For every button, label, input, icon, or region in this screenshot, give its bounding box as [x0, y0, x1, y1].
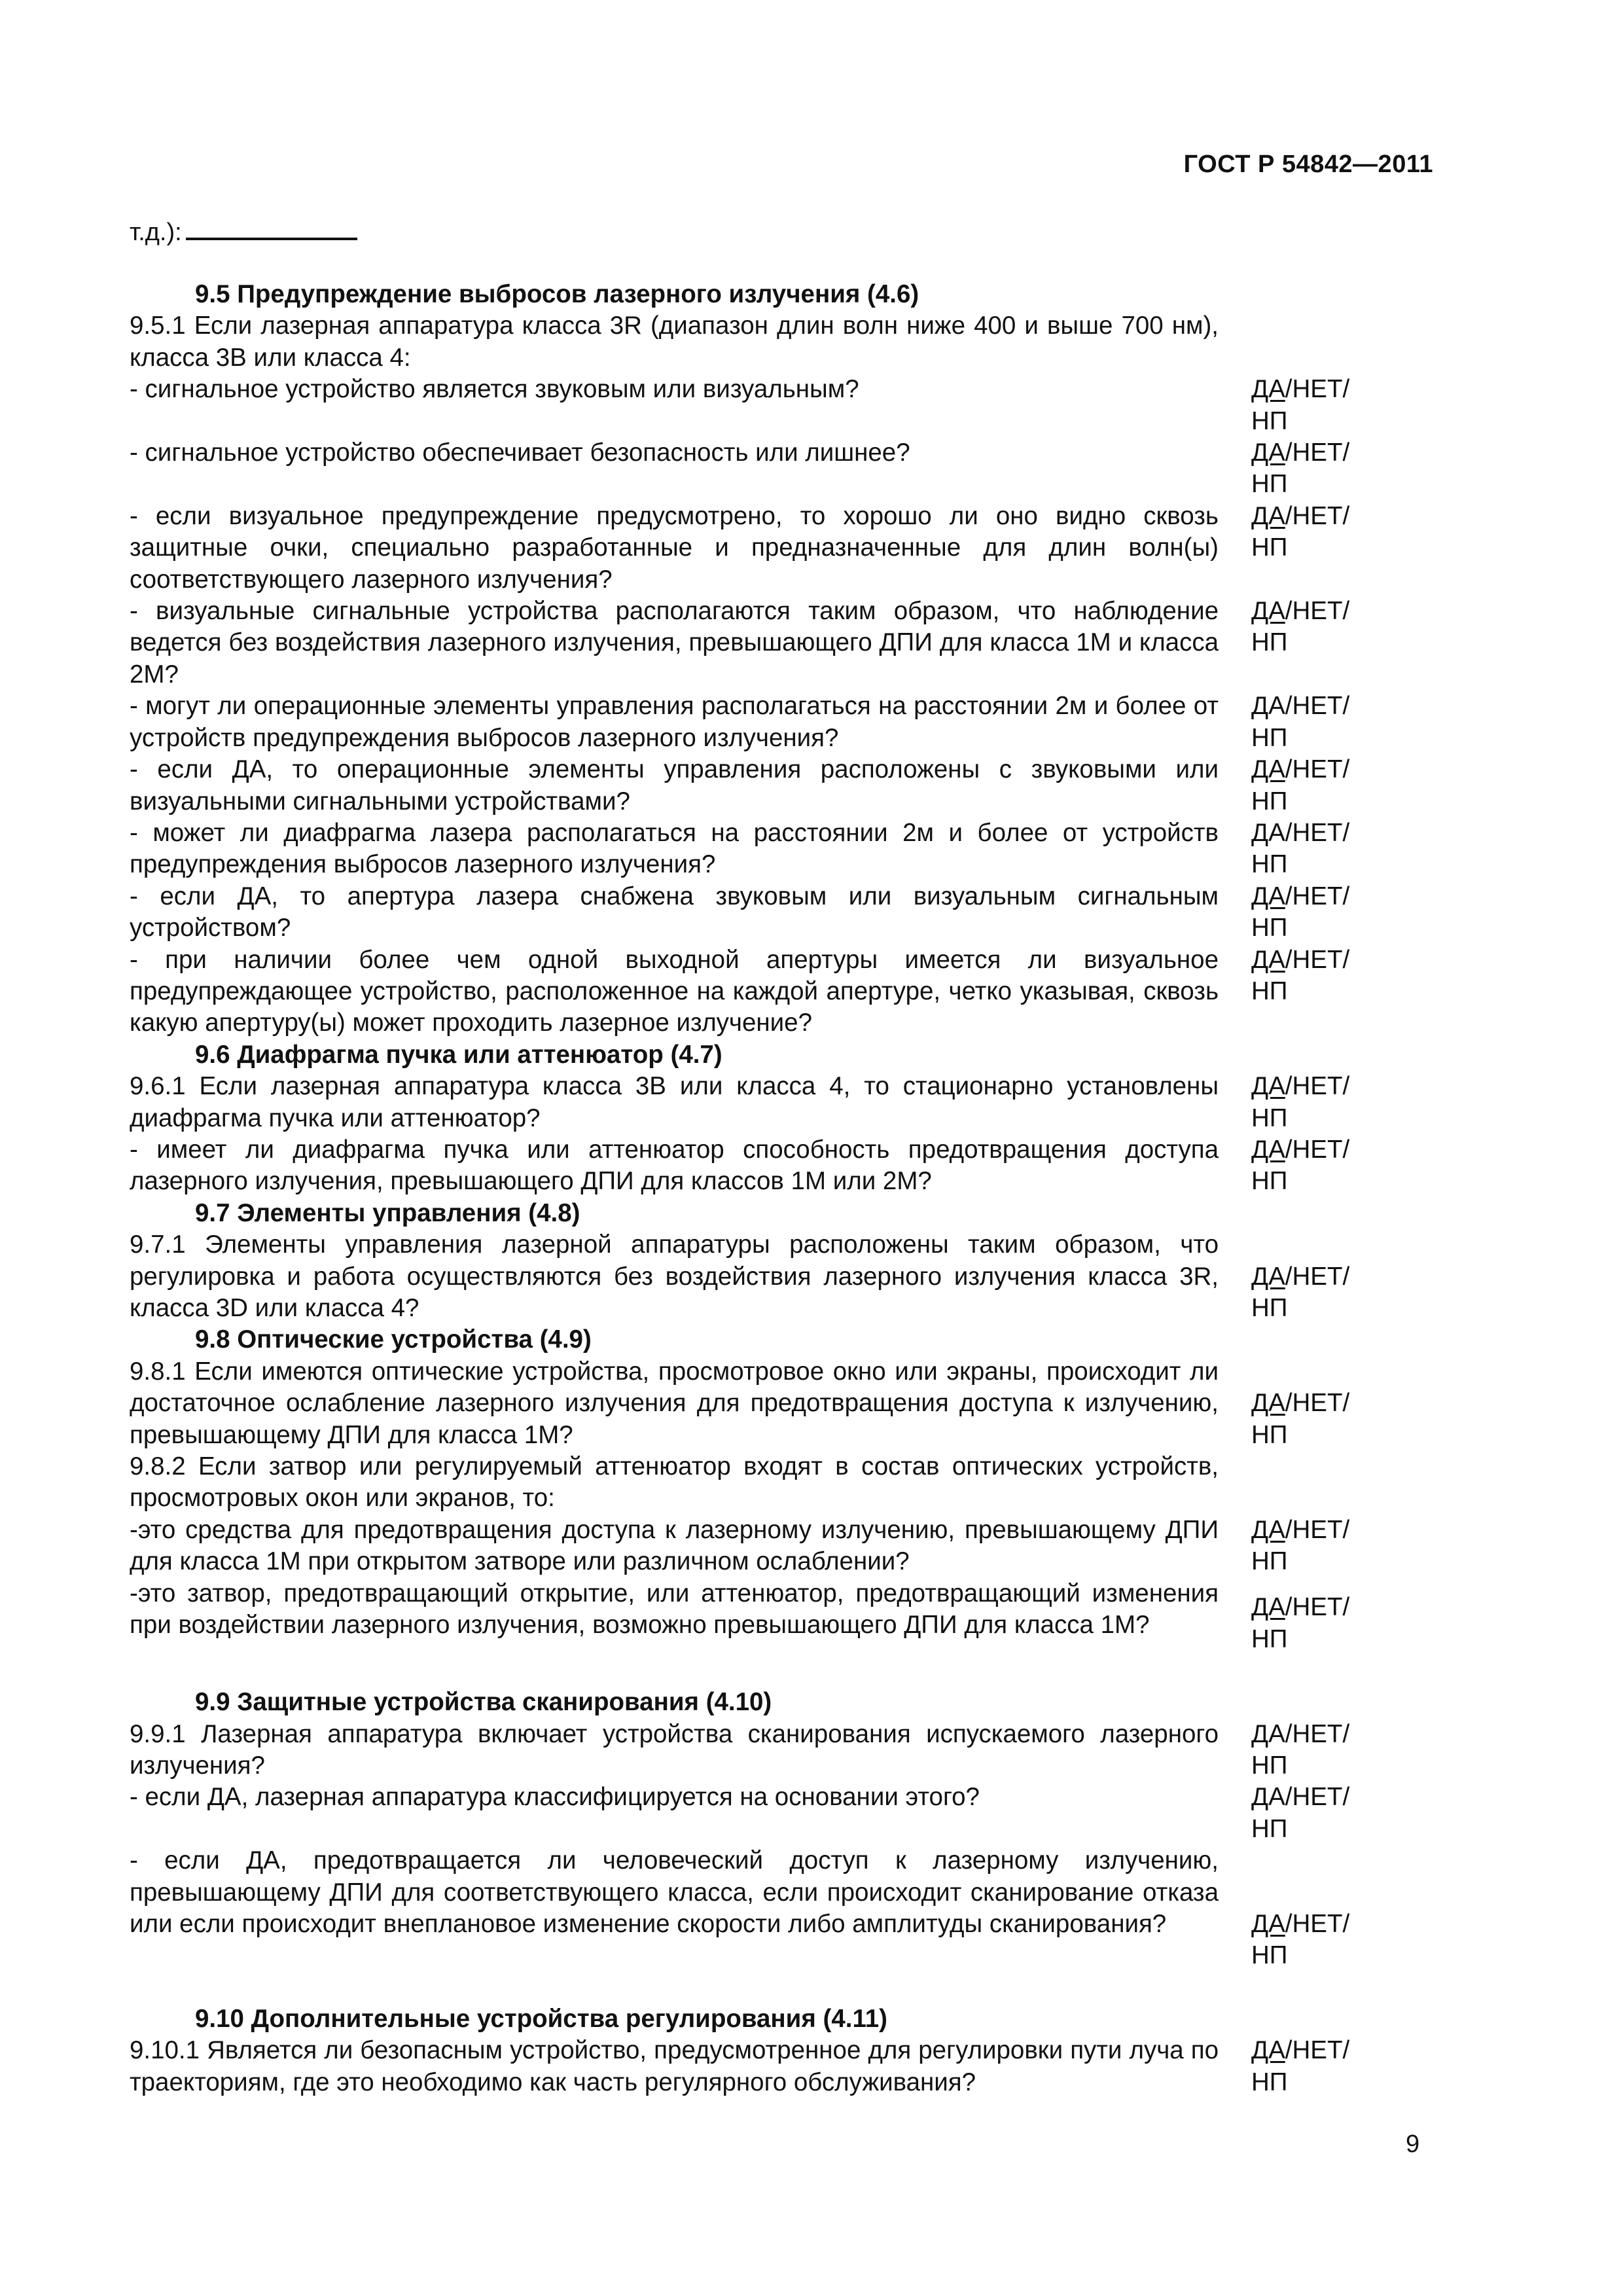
checklist-item	[130, 1071, 1406, 1134]
section-spacer	[130, 1972, 1406, 2003]
answer-options[interactable]	[1251, 596, 1374, 659]
fill-in-label: т.д.):	[130, 219, 182, 246]
answer-options[interactable]	[1251, 1909, 1374, 1972]
checklist-item	[130, 881, 1406, 944]
answer-no-na: /НЕТ/ НП	[1251, 755, 1350, 816]
section-heading: 9.6 Диафрагма пучка или аттенюатор (4.7)	[195, 1040, 722, 1069]
answer-options[interactable]	[1251, 754, 1374, 817]
question-text: 9.10.1 Является ли безопасным устройство, предусмотренное для регулировки пути луча по траекториям, где это необходимо как часть регулярного обслуживания?	[130, 2036, 1219, 2096]
answer-yes-underlined: ДА	[1251, 597, 1285, 626]
answer-yes-underlined: ДА	[1251, 375, 1285, 404]
section-heading: 9.9 Защитные устройства сканирования (4.10)	[195, 1688, 772, 1717]
checklist-item	[130, 1578, 1406, 1656]
fill-in-blank[interactable]	[186, 218, 357, 240]
section-heading: 9.7 Элементы управления (4.8)	[195, 1198, 580, 1227]
standard-header: ГОСТ Р 54842—2011	[1183, 151, 1433, 178]
question-text: - визуальные сигнальные устройства располагаются таким образом, что наблюдение ведется без воздействия лазерного излучения, превышающего ДПИ для класса 1М и класса 2М?	[130, 597, 1219, 689]
checklist-item	[130, 501, 1406, 596]
answer-no-na: /НЕТ/ НП	[1251, 2036, 1350, 2096]
checklist-item	[130, 310, 1406, 374]
checklist-item	[130, 1845, 1406, 1972]
answer-no-na: /НЕТ/ НП	[1251, 1135, 1350, 1196]
checklist-content	[130, 279, 1406, 2098]
fill-in-line	[130, 218, 357, 247]
answer-yes-underlined: ДА	[1251, 1515, 1285, 1544]
answer-yes-underlined: ДА	[1251, 1593, 1285, 1622]
question-text: - если визуальное предупреждение предусмотрено, то хорошо ли оно видно сквозь защитные очки, специально разработанные и предназначенные для длин волн(ы) соответствующего лазерного излучения?	[130, 501, 1219, 594]
question-text: - если ДА, то операционные элементы управления расположены с звуковыми или визуальными сигнальными устройствами?	[130, 755, 1219, 816]
answer-options[interactable]	[1251, 817, 1374, 881]
answer-yes-underlined: ДА	[1251, 945, 1285, 974]
question-text: - при наличии более чем одной выходной апертуры имеется ли визуальное предупреждающее устройство, расположенное на каждой апертуре, четко указывая, сквозь какую апертуру(ы) может проходить лазерное излучение?	[130, 945, 1219, 1037]
question-text: - сигнальное устройство является звуковым или визуальным?	[130, 375, 859, 404]
question-text: - сигнальное устройство обеспечивает безопасность или лишнее?	[130, 439, 910, 467]
answer-no-na: /НЕТ/ НП	[1251, 501, 1350, 562]
question-text: 9.7.1 Элементы управления лазерной аппаратуры расположены таким образом, что регулировка и работа осуществляются без воздействия лазерного излучения класса 3R, класса 3D или класса 4?	[130, 1230, 1219, 1322]
answer-all-options: ДА/НЕТ/ НП	[1251, 818, 1350, 879]
checklist-item	[130, 1782, 1406, 1845]
answer-options[interactable]	[1251, 881, 1374, 944]
answer-options[interactable]	[1251, 374, 1374, 437]
answer-no-na: /НЕТ/ НП	[1251, 1593, 1350, 1653]
answer-options[interactable]	[1251, 1261, 1374, 1325]
checklist-item	[130, 754, 1406, 817]
answer-yes-underlined: ДА	[1251, 1389, 1285, 1418]
answer-options[interactable]	[1251, 2035, 1374, 2098]
question-text: 9.5.1 Если лазерная аппаратура класса 3R (диапазон длин волн ниже 400 и выше 700 нм), класса 3В или класса 4:	[130, 312, 1219, 372]
answer-options[interactable]	[1251, 944, 1374, 1008]
checklist-item	[130, 596, 1406, 691]
answer-no-na: /НЕТ/ НП	[1251, 439, 1350, 499]
answer-yes-underlined: ДА	[1251, 1135, 1285, 1164]
checklist-item	[130, 1719, 1406, 1782]
answer-options[interactable]	[1251, 501, 1374, 564]
answer-options[interactable]	[1251, 1782, 1374, 1845]
answer-yes-underlined: ДА	[1251, 439, 1285, 467]
answer-options[interactable]	[1251, 437, 1374, 501]
answer-no-na: /НЕТ/ НП	[1251, 882, 1350, 942]
answer-yes-underlined: ДА	[1251, 1072, 1285, 1101]
answer-options[interactable]	[1251, 1071, 1374, 1134]
checklist-item	[130, 1229, 1406, 1324]
question-text: 9.8.1 Если имеются оптические устройства, просмотровое окно или экраны, происходит ли достаточное ослабление лазерного излучения для предотвращения доступа к излучению, превышающему ДПИ для класса 1М?	[130, 1357, 1219, 1449]
question-text: - если ДА, то апертура лазера снабжена звуковым или визуальным сигнальным устройством?	[130, 882, 1219, 942]
checklist-item	[130, 817, 1406, 881]
answer-options[interactable]	[1251, 1134, 1374, 1198]
answer-options[interactable]	[1251, 691, 1374, 754]
question-text: 9.8.2 Если затвор или регулируемый аттенюатор входят в состав оптических устройств, просмотровых окон или экранов, то:	[130, 1452, 1219, 1513]
question-text: - если ДА, предотвращается ли человеческий доступ к лазерному излучению, превышающему ДПИ для соответствующего класса, если происходит сканирование отказа или если происходит внеплановое изменение скорости либо амплитуды сканирования?	[130, 1846, 1219, 1939]
answer-no-na: /НЕТ/ НП	[1251, 375, 1350, 435]
answer-no-na: /НЕТ/ НП	[1251, 1262, 1350, 1322]
question-text: - имеет ли диафрагма пучка или аттенюатор способность предотвращения доступа лазерного излучения, превышающего ДПИ для классов 1М или 2М?	[130, 1135, 1219, 1196]
question-text: -это затвор, предотвращающий открытие, или аттенюатор, предотвращающий изменения при воздействии лазерного излучения, возможно превышающего ДПИ для класса 1М?	[130, 1579, 1219, 1640]
answer-yes-underlined: ДА	[1251, 501, 1285, 530]
checklist-item	[130, 437, 1406, 501]
answer-options[interactable]	[1251, 1592, 1374, 1655]
question-text: 9.9.1 Лазерная аппаратура включает устройства сканирования испускаемого лазерного излучения?	[130, 1719, 1219, 1780]
section-spacer	[130, 1655, 1406, 1687]
checklist-item	[130, 944, 1406, 1039]
question-text: - могут ли операционные элементы управления располагаться на расстоянии 2м и более от устройств предупреждения выбросов лазерного излучения?	[130, 692, 1219, 752]
question-text: 9.6.1 Если лазерная аппаратура класса 3В или класса 4, то стационарно установлены диафрагма пучка или аттенюатор?	[130, 1072, 1219, 1132]
answer-no-na: /НЕТ/ НП	[1251, 1910, 1350, 1970]
answer-no-na: /НЕТ/ НП	[1251, 945, 1350, 1005]
answer-yes-underlined: ДА	[1251, 882, 1285, 910]
checklist-item	[130, 1451, 1406, 1515]
answer-options[interactable]	[1251, 1515, 1374, 1578]
checklist-item	[130, 374, 1406, 437]
answer-no-na: /НЕТ/ НП	[1251, 1515, 1350, 1576]
section-heading: 9.5 Предупреждение выбросов лазерного излучения (4.6)	[195, 280, 919, 308]
section-heading: 9.10 Дополнительные устройства регулирования (4.11)	[195, 2004, 887, 2033]
question-text: - если ДА, лазерная аппаратура классифицируется на основании этого?	[130, 1783, 980, 1812]
question-text: - может ли диафрагма лазера располагаться на расстоянии 2м и более от устройств предупреждения выбросов лазерного излучения?	[130, 818, 1219, 879]
section-heading: 9.8 Оптические устройства (4.9)	[195, 1325, 592, 1354]
answer-yes-underlined: ДА	[1251, 2036, 1285, 2065]
answer-options[interactable]	[1251, 1719, 1374, 1782]
checklist-item	[130, 1134, 1406, 1198]
answer-all-options: ДА/НЕТ/ НП	[1251, 692, 1350, 752]
question-text: -это средства для предотвращения доступа к лазерному излучению, превышающему ДПИ для класса 1М при открытом затворе или различном ослаблении?	[130, 1515, 1219, 1576]
answer-options[interactable]	[1251, 1388, 1374, 1451]
checklist-item	[130, 1515, 1406, 1578]
answer-no-na: /НЕТ/ НП	[1251, 597, 1350, 657]
page-number: 9	[1406, 2130, 1420, 2158]
answer-yes-underlined: ДА	[1251, 1910, 1285, 1939]
answer-no-na: /НЕТ/ НП	[1251, 1389, 1350, 1449]
checklist-item	[130, 2035, 1406, 2098]
answer-yes-underlined: ДА	[1251, 755, 1285, 784]
answer-all-options: ДА/НЕТ/ НП	[1251, 1783, 1350, 1843]
answer-yes-underlined: ДА	[1251, 1262, 1285, 1291]
answer-no-na: /НЕТ/ НП	[1251, 1072, 1350, 1132]
checklist-item	[130, 691, 1406, 754]
answer-all-options: ДА/НЕТ/ НП	[1251, 1719, 1350, 1780]
checklist-item	[130, 1356, 1406, 1451]
